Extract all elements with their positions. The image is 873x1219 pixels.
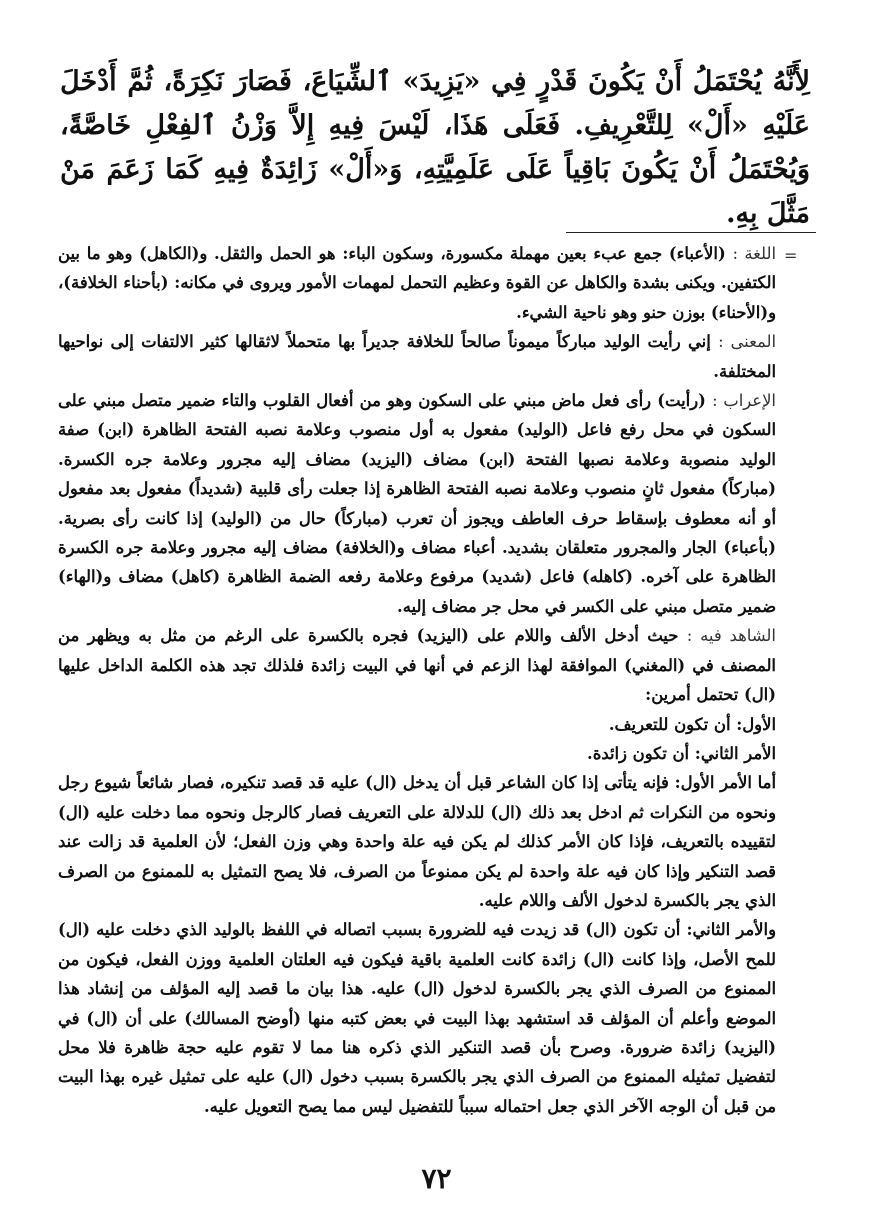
main-text-paragraph: لِأَنَّهُ يُحْتَمَلُ أَنْ يَكُونَ قَدْرٍ فِي «يَزِيدَ» ٱلشِّيَاعَ، فَصَارَ نَكِرَةً، ثُمَّ أَدْخَلَ عَلَيْهِ «أَلْ» لِلتَّعْرِيفِ. فَعَلَى هَذَا، لَيْسَ فِيهِ إِلاَّ وَزْنُ ٱلفِعْلِ خَاصَّةً، وَيُحْتَمَلُ أَنْ يَكُونَ بَاقِياً عَلَى عَلَمِيَّتِهِ، وَ«أَلْ» زَائِدَةٌ فِيهِ كَمَا زَعَمَ مَنْ مَثَّلَ بِهِ.: [60, 66, 810, 229]
footnote-text: إني رأيت الوليد مباركاً ميموناً صالحاً للخلافة جديراً بها متحملاً لاثقالها كثير الالتفات إلى نواحيها المختلفة.: [58, 332, 776, 381]
footnote-paragraph-second: [58, 739, 776, 768]
footnote-divider: [566, 232, 816, 233]
footnote-text: أما الأمر الأول: فإنه يتأتى إذا كان الشاعر قبل أن يدخل (ال) عليه قد قصد تنكيره، فصار شائعاً شيوع رجل ونحوه من النكرات ثم ادخل بعد ذلك (ال) للدلالة على التعريف فصار كالرجل ونحوه مما دخلت عليه (ال) لتقييده بالتعريف، فإذا كان الأمر كذلك لم يكن فيه علة واحدة وهي وزن الفعل؛ لأن العلمية قد زالت عند قصد التنكير وإذا كان فيه علة واحدة لم يكن ممنوعاً من الصرف، فلا يصح التمثيل به للممنوع من الصرف الذي يجر بالكسرة لدخول الألف واللام عليه.: [58, 773, 776, 910]
footnote-continuation-marker: =: [784, 246, 798, 265]
footnote-text: (رأيت) رأى فعل ماض مبني على السكون وهو من أفعال القلوب والتاء ضمير متصل مبني على السكون في محل رفع فاعل (الوليد) مفعول به أول منصوب وعلامة نصبه الفتحة الظاهرة (ابن) صفة الوليد منصوبة وعلامة نصبها الفتحة (ابن) مضاف (اليزيد) مضاف إليه مجرور وعلامة جره الكسرة. (مباركاً) مفعول ثانٍ منصوب وعلامة نصبه الفتحة الظاهرة إذا جعلت رأى قلبية (شديداً) مفعول بعد مفعول أو أنه معطوف بإسقاط حرف العاطف ويجوز أن تعرب (مباركاً) حال من (الوليد) إذا كانت رأى بصرية. (بأعباء) الجار والمجرور متعلقان بشديد. أعباء مضاف و(الخلافة) مضاف إليه مجرور وعلامة جره الكسرة الظاهرة على آخره. (كاهله) فاعل (شديد) مرفوع وعلامة رفعه الضمة الظاهرة (كاهل) مضاف و(الهاء) ضمير متصل مبني على الكسر في محل جر مضاف إليه.: [58, 391, 776, 616]
footnote-text: الأمر الثاني: أن تكون زائدة.: [587, 743, 776, 763]
footnote-paragraph-first-explained: [58, 768, 776, 915]
footnote-paragraph-second-explained: [58, 915, 776, 1121]
footnote-label: الإعراب :: [712, 391, 776, 411]
footnote-text: (الأعباء) جمع عبء بعين مهملة مكسورة، وسكون الباء: هو الحمل والثقل. و(الكاهل) وهو ما بين الكتفين. ويكنى بشدة والكاهل عن القوة وعظيم التحمل لمهمات الأمور ويروى في مكانه: (بأحناء الخلافة)، و(الأحناء) بوزن حنو وهو ناحية الشيء.: [58, 244, 776, 322]
footnote-text: حيث أدخل الألف واللام على (اليزيد) فجره بالكسرة على الرغم من مثل به ويظهر من المصنف في (المغني) الموافقة لهذا الزعم في أنها في البيت زائدة فلذلك تجد هذه الكلمة الداخل عليها (ال) تحتمل أمرين:: [58, 626, 776, 705]
footnote-text: والأمر الثاني: أن تكون (ال) قد زيدت فيه للضرورة بسبب اتصاله في اللفظ بالوليد الذي دخلت عليه (ال) للمح الأصل، وإذا كانت (ال) زائدة كانت العلمية باقية فيكون فيه العلتان العلمية ووزن الفعل، فيكون من الممنوع من الصرف الذي يجر بالكسرة لدخول (ال) عليه. هذا بيان ما قصد إليه المؤلف من إنشاد هذا الموضع وأعلم أن المؤلف قد استشهد بهذا البيت في بعض كتبه منها (أوضح المسالك) على أن (ال) في (اليزيد) زائدة ضرورة. وصرح بأن قصد التنكير الذي ذكره هنا مما لا تقوم عليه حجة ظاهرة فلا محل لتفضيل تمثيله الممنوع من الصرف الذي يجر بالكسرة بسبب دخول (ال) عليه على تمثيل غيره بهذا البيت من قبل أن الوجه الآخر الذي جعل احتماله سبباً للتفضيل ليس مما يصح التعويل عليه.: [58, 920, 776, 1116]
footnote-text: الأول: أن تكون للتعريف.: [608, 714, 776, 734]
page-number: ٧٢: [421, 1162, 452, 1195]
footnote-paragraph-grammar: [58, 386, 776, 621]
footnote-label: الشاهد فيه :: [686, 626, 776, 646]
footnote-paragraph-language: [58, 239, 776, 327]
footnote-label: المعنى :: [718, 332, 776, 352]
footnote-label: اللغة :: [732, 244, 777, 263]
footnote-paragraph-first: [58, 710, 776, 739]
footnote-paragraph-evidence: [58, 621, 776, 709]
footnotes-block: [58, 239, 776, 1121]
footnote-paragraph-meaning: [58, 327, 776, 386]
